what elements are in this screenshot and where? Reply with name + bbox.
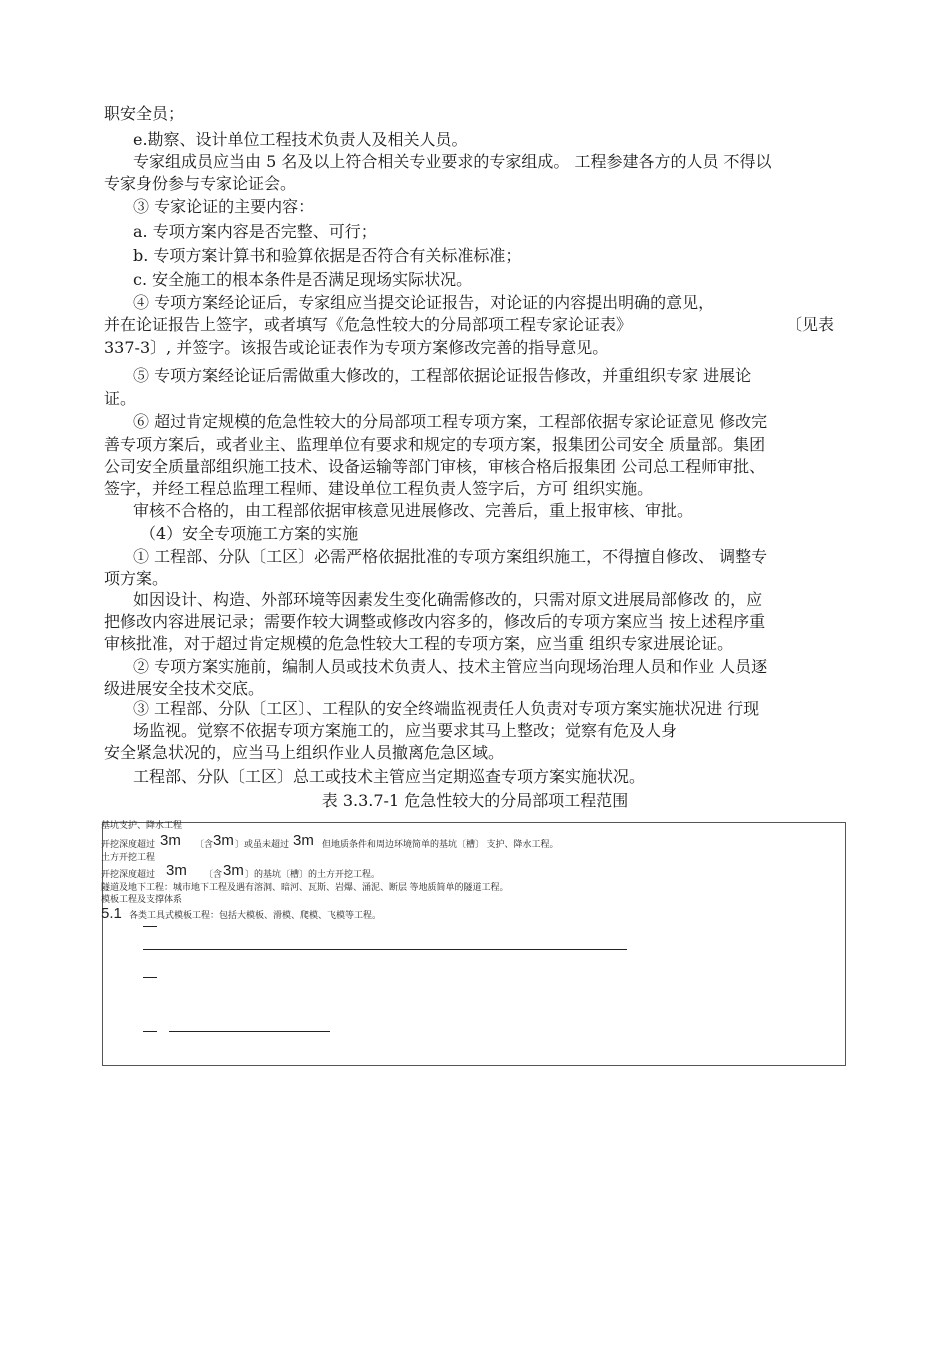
table-cell: 3m: [213, 832, 234, 849]
table-cell: 〕或虽未超过: [235, 839, 290, 849]
para-line: 337-3〕, 并签字。该报告或论证表作为专项方案修改完善的指导意见。: [104, 338, 609, 357]
para-line: 并在论证报告上签字，或者填写《危急性较大的分局部项工程专家论证表》: [104, 315, 633, 334]
table-cell: 3m: [166, 862, 187, 879]
para-line: ③ 专家论证的主要内容：: [133, 197, 315, 216]
table-cell: 3m: [223, 862, 244, 879]
table-caption: 表 3.3.7-1 危急性较大的分局部项工程范围: [321, 791, 629, 810]
para-line: ⑥ 超过肯定规模的危急性较大的分局部项工程专项方案，工程部依据专家论证意见 修改完: [133, 412, 768, 431]
para-line: 公司安全质量部组织施工技术、设备运输等部门审核，审核合格后报集团 公司总工程师审批、: [104, 457, 766, 476]
table-row-heading: 土方开挖工程: [101, 852, 156, 862]
table-row-heading: 基坑支护、降水工程: [101, 820, 183, 830]
dash-mark: [143, 926, 157, 927]
table-cell: 3m: [160, 832, 181, 849]
para-line: 专家身份参与专家论证会。: [104, 174, 297, 193]
para-line: 安全紧急状况的，应当马上组织作业人员撤离危急区域。: [104, 743, 505, 762]
para-line: 项方案。: [104, 569, 169, 588]
blank-line: [143, 949, 627, 950]
dash-mark: [143, 1031, 157, 1032]
dash-mark: [143, 977, 157, 978]
table-cell: 各类工具式模板工程：包括大模板、滑模、爬模、飞模等工程。: [129, 910, 382, 920]
para-line: 审核批准，对于超过肯定规模的危急性较大工程的专项方案，应当重 组织专家进展论证。: [104, 634, 734, 653]
para-line: 签字，并经工程总监理工程师、建设单位工程负责人签字后，方可 组织实施。: [104, 479, 654, 498]
para-line: 如因设计、构造、外部环境等因素发生变化确需修改的，只需对原文进展局部修改 的，应: [133, 590, 763, 609]
para-line: 级进展安全技术交底。: [104, 679, 265, 698]
para-line: 职安全员；: [104, 104, 185, 123]
scope-table: [102, 822, 846, 1066]
blank-line: [169, 1031, 330, 1032]
para-line: 把修改内容进展记录；需要作较大调整或修改内容多的，修改后的专项方案应当 按上述程序重: [104, 612, 766, 631]
para-line: 场监视。觉察不依据专项方案施工的，应当要求其马上整改；觉察有危及人身: [133, 721, 678, 740]
table-cell: 隧道及地下工程：城市地下工程及遇有溶洞、暗河、瓦斯、岩爆、涌泥、断层 等地质简单的隧道工程。: [101, 882, 509, 892]
section-heading: （4）安全专项施工方案的实施: [140, 524, 359, 543]
para-line: a. 专项方案内容是否完整、可行；: [133, 222, 377, 241]
para-line: ① 工程部、分队〔工区〕必需严格依据批准的专项方案组织施工，不得擅自修改、 调整专: [133, 547, 768, 566]
para-line: 证。: [104, 389, 137, 408]
para-line: 善专项方案后，或者业主、监理单位有要求和规定的专项方案，报集团公司安全 质量部。集团: [104, 435, 766, 454]
para-line: 专家组成员应当由 5 名及以上符合相关专业要求的专家组成。 工程参建各方的人员 不得以: [133, 152, 772, 171]
para-line: e.勘察、设计单位工程技术负责人及相关人员。: [133, 130, 468, 149]
para-line: 工程部、分队〔工区〕总工或技术主管应当定期巡查专项方案实施状况。: [133, 767, 646, 786]
table-cell: 5.1: [101, 905, 122, 922]
para-line: c. 安全施工的根本条件是否满足现场实际状况。: [133, 270, 473, 289]
para-line: ③ 工程部、分队〔工区〕、工程队的安全终端监视责任人负责对专项方案实施状况进 行现: [133, 699, 760, 718]
table-cell: 但地质条件和周边环境简单的基坑〔槽〕 支护、降水工程。: [322, 839, 559, 849]
para-line: ② 专项方案实施前，编制人员或技术负责人、技术主管应当向现场治理人员和作业 人员逐: [133, 657, 768, 676]
para-line: 审核不合格的，由工程部依据审核意见进展修改、完善后，重上报审核、审批。: [133, 501, 694, 520]
para-line: ④ 专项方案经论证后，专家组应当提交论证报告，对论证的内容提出明确的意见，: [133, 293, 715, 312]
table-cell: 〔含: [204, 869, 223, 879]
table-row-heading: 模板工程及支撑体系: [101, 894, 183, 904]
para-line: ⑤ 专项方案经论证后需做重大修改的，工程部依据论证报告修改，并重组织专家 进展论: [133, 366, 752, 385]
table-cell: 〕的基坑〔槽〕的土方开挖工程。: [245, 869, 381, 879]
table-cell: 开挖深度超过: [101, 869, 156, 879]
table-cell: 开挖深度超过: [101, 839, 156, 849]
table-cell: 3m: [293, 832, 314, 849]
table-cell: 〔含: [195, 839, 214, 849]
para-line: 〔见表: [786, 315, 835, 334]
para-line: b. 专项方案计算书和验算依据是否符合有关标准标准；: [133, 246, 522, 265]
